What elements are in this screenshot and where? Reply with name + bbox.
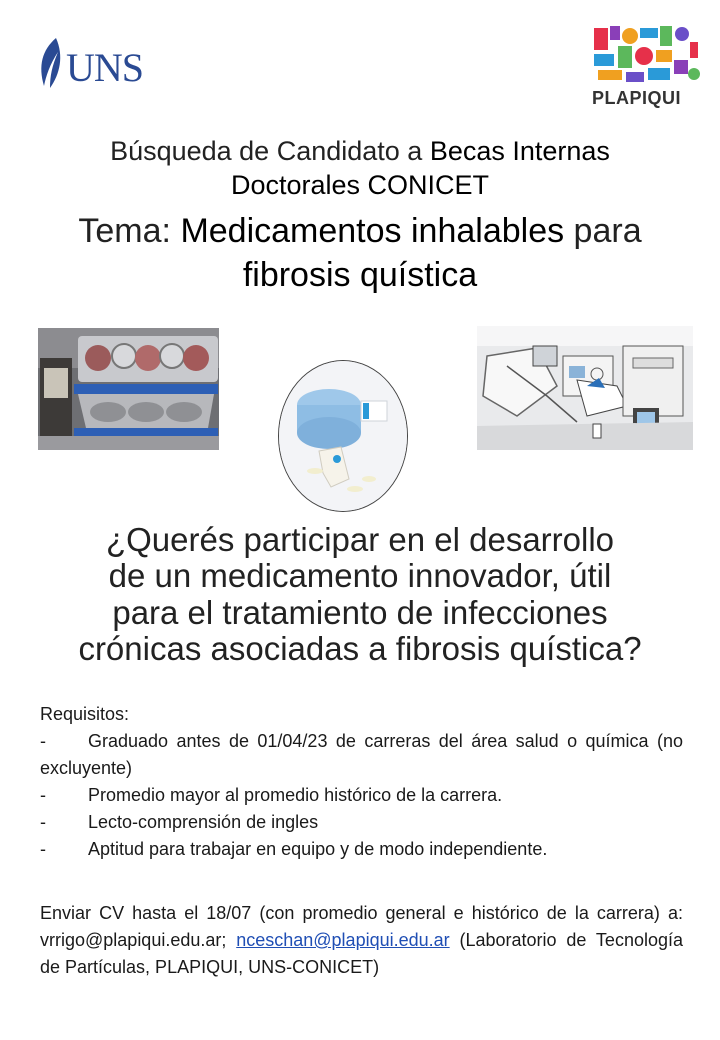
- contact-instructions: [40, 900, 683, 981]
- question-line: de un medicamento innovador, útil: [108, 557, 612, 595]
- requirement-text: Promedio mayor al promedio histórico de la carrera.: [88, 785, 503, 805]
- title-line-3: [0, 212, 720, 251]
- title-line-2: [0, 170, 720, 201]
- question-line: ¿Querés participar en el desarrollo: [105, 521, 615, 558]
- title-line-4-text: fibrosis quística: [242, 256, 478, 294]
- title-line-1-bold: Becas Internas: [429, 136, 610, 166]
- call-question: [20, 522, 700, 667]
- uns-logo: [36, 36, 176, 92]
- requirement-item: [40, 782, 683, 809]
- requirement-item: [40, 728, 683, 782]
- title-line-2-text: Doctorales CONICET: [230, 170, 490, 200]
- researcher-sketch-photo: [477, 326, 693, 450]
- requirement-dash: -: [40, 731, 46, 751]
- requirements-title: Requisitos:: [40, 704, 130, 724]
- contact-text-after: (Laboratorio de Tecnología de Partículas, PLAPIQUI, UNS-CONICET): [40, 930, 683, 977]
- question-line: para el tratamiento de infecciones: [112, 593, 608, 631]
- requirements-list: [40, 728, 683, 863]
- title-line-4: [0, 256, 720, 295]
- requirement-item: [40, 809, 683, 836]
- requirement-text: Aptitud para trabajar en equipo y de modo independiente.: [88, 839, 548, 859]
- contact-text-before: Enviar CV hasta el 18/07 (con promedio general e histórico de la carrera) a: vrrigo@plapiqui.edu.ar;: [40, 903, 683, 950]
- title-line-3-prefix: Tema:: [78, 212, 181, 250]
- requirement-dash: -: [40, 785, 46, 805]
- inhaler-device-photo: [278, 360, 408, 512]
- plapiqui-logo: [590, 24, 702, 110]
- feather-icon: [36, 36, 70, 92]
- requirement-dash: -: [40, 839, 46, 859]
- requirement-item: [40, 836, 683, 863]
- title-line-3-suffix: para: [564, 212, 642, 250]
- title-line-1-prefix: Búsqueda de Candidato a: [110, 136, 430, 166]
- lab-equipment-icon: [590, 24, 702, 86]
- requirement-dash: -: [40, 812, 46, 832]
- uns-logo-text: UNS: [66, 45, 144, 90]
- lab-apparatus-photo: [38, 328, 219, 450]
- question-line: crónicas asociadas a fibrosis quística?: [78, 629, 642, 667]
- email-link[interactable]: nceschan@plapiqui.edu.ar: [236, 930, 450, 950]
- requirement-text: Graduado antes de 01/04/23 de carreras del área salud o química (no excluyente): [40, 731, 683, 778]
- title-line-3-bold: Medicamentos inhalables: [180, 212, 565, 250]
- title-line-1: [0, 136, 720, 167]
- plapiqui-logo-text: PLAPIQUI: [592, 88, 682, 108]
- requirement-text: Lecto-comprensión de ingles: [88, 812, 319, 832]
